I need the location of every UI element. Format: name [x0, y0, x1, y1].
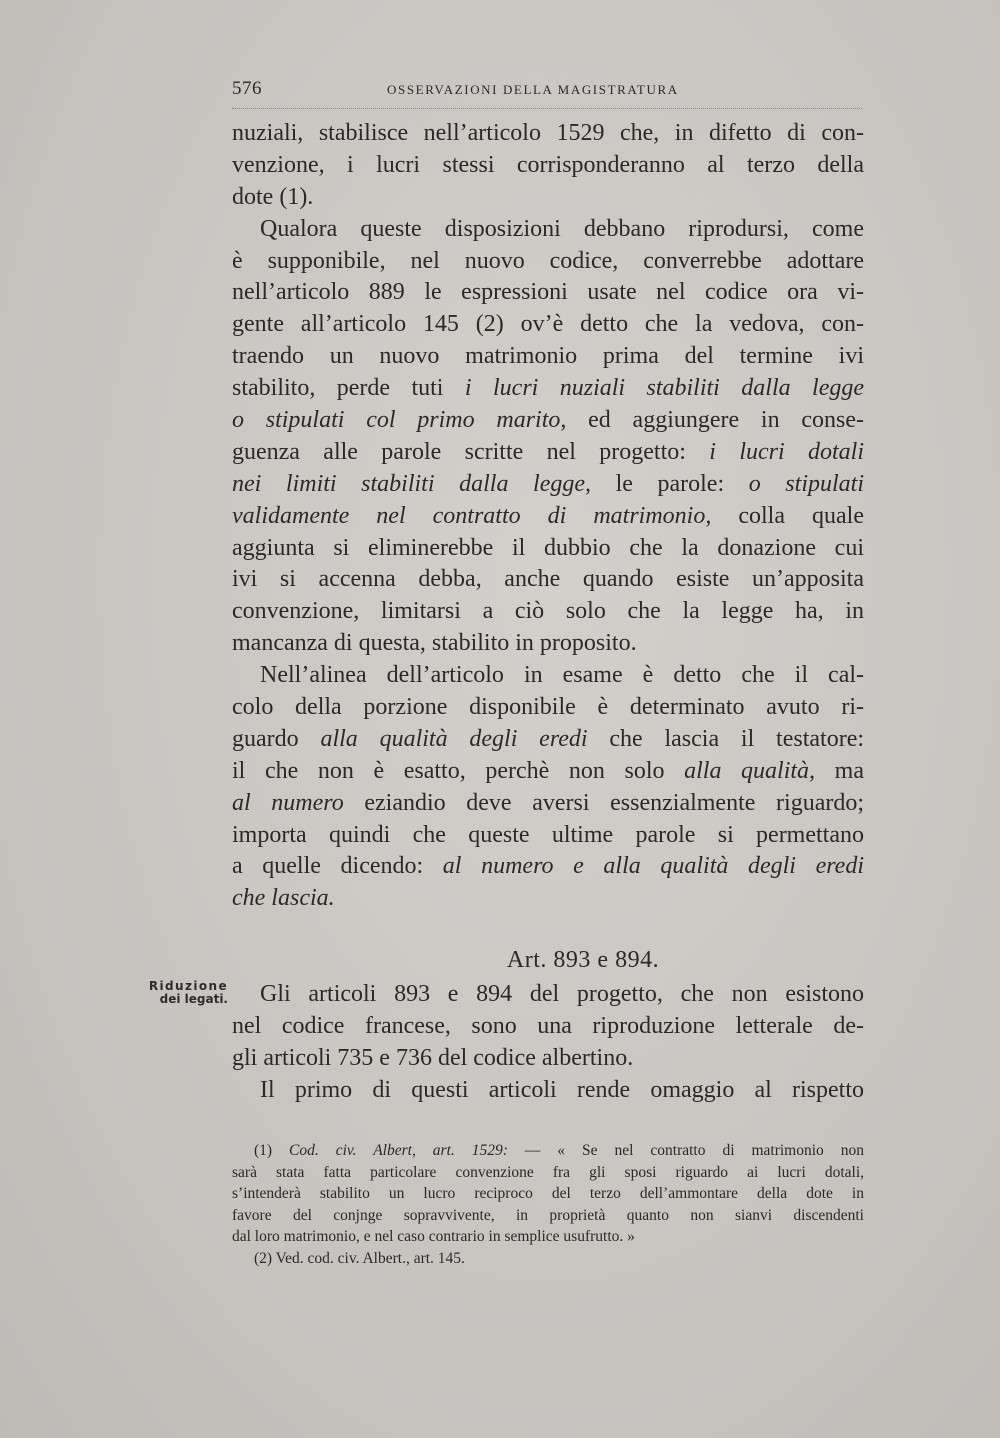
text-line: o stipulati col primo marito, ed aggiungere in conse- — [232, 407, 864, 434]
article-section — [232, 942, 864, 1106]
text-line: venzione, i lucri stessi corrisponderanno al terzo della — [232, 151, 864, 178]
text-line: validamente nel contratto di matrimonio, colla quale — [232, 502, 864, 529]
footnote-line: (1) Cod. civ. Albert, art. 1529: — « Se nel contratto di matrimonio non — [254, 1142, 865, 1159]
footnotes — [232, 1140, 864, 1270]
text-line: convenzione, limitarsi a ciò solo che la legge ha, in — [232, 598, 864, 625]
footnote-line: (2) Ved. cod. civ. Albert., art. 145. — [254, 1249, 465, 1267]
text-line: che lascia. — [232, 885, 335, 912]
marginal-note-line: dei legati. — [159, 992, 228, 1006]
text-line: ivi si accenna debba, anche quando esiste un’apposita — [232, 566, 864, 593]
page-number: 576 — [232, 78, 262, 99]
body-text — [232, 118, 864, 915]
text-line: a quelle dicendo: al numero e alla qualità degli eredi — [232, 853, 864, 880]
footnote-line: s’intenderà stabilito un lucro reciproco del terzo dell’ammontare della dote in — [232, 1185, 864, 1203]
running-title: OSSERVAZIONI DELLA MAGISTRATURA — [387, 82, 679, 97]
text-line: Il primo di questi articoli rende omaggio al rispetto — [260, 1077, 864, 1103]
text-line: dote (1). — [232, 183, 314, 210]
footnote-line: sarà stata fatta particolare convenzione fra gli sposi riguardo ai lucri dotali, — [232, 1163, 864, 1181]
marginal-note — [108, 980, 228, 1006]
marginal-note-line: Riduzione — [148, 979, 228, 993]
text-line: stabilito, perde tuti i lucri nuziali stabiliti dalla legge — [232, 375, 865, 402]
text-line: nell’articolo 889 le espressioni usate nel codice ora vi- — [232, 279, 864, 306]
text-line: gente all’articolo 145 (2) ov’è detto che la vedova, con- — [232, 311, 864, 338]
text-line: aggiunta si eliminerebbe il dubbio che la donazione cui — [232, 534, 864, 561]
text-line: al numero eziandio deve aversi essenzialmente riguardo; — [232, 789, 864, 816]
footnote-line: dal loro matrimonio, e nel caso contrario in semplice usufrutto. » — [232, 1228, 635, 1246]
running-head — [232, 78, 862, 109]
text-line: guenza alle parole scritte nel progetto: i lucri dotali — [232, 438, 865, 465]
text-line: nei limiti stabiliti dalla legge, le parole: o stipulati — [232, 470, 864, 497]
footnote-line: favore del conjnge sopravvivente, in proprietà quanto non sianvi discendenti — [232, 1206, 864, 1224]
article-heading: Art. 893 e 894. — [506, 947, 660, 973]
text-line: traendo un nuovo matrimonio prima del termine ivi — [232, 343, 864, 370]
text-line: Qualora queste disposizioni debbano riprodursi, come — [260, 215, 864, 242]
text-line: è supponibile, nel nuovo codice, converrebbe adottare — [232, 247, 864, 274]
text-line: nuziali, stabilisce nell’articolo 1529 che, in difetto di con- — [232, 120, 864, 146]
text-line: colo della porzione disponibile è determinato avuto ri- — [232, 694, 864, 721]
text-line: importa quindi che queste ultime parole si permettano — [232, 821, 864, 848]
text-line: Nell’alinea dell’articolo in esame è detto che il cal- — [260, 662, 864, 689]
text-line: Gli articoli 893 e 894 del progetto, che non esistono — [260, 981, 864, 1007]
text-line: nel codice francese, sono una riproduzione letterale de- — [232, 1013, 864, 1039]
text-line: il che non è esatto, perchè non solo alla qualità, ma — [232, 757, 864, 784]
text-line: mancanza di questa, stabilito in proposito. — [232, 630, 637, 657]
text-line: gli articoli 735 e 736 del codice albertino. — [232, 1045, 634, 1071]
text-line: guardo alla qualità degli eredi che lascia il testatore: — [232, 725, 865, 752]
